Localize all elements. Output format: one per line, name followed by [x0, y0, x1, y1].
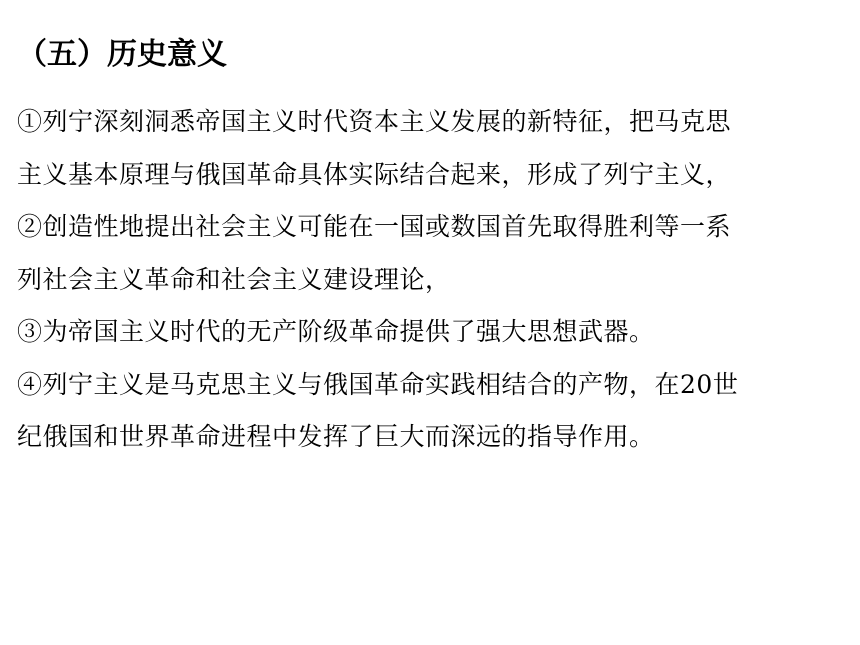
body-line: 纪俄国和世界革命进程中发挥了巨大而深远的指导作用。: [17, 422, 655, 451]
body-line: 列社会主义革命和社会主义建设理论，: [17, 264, 451, 294]
slide-body: [17, 96, 852, 464]
body-line: ④列宁主义是马克思主义与俄国革命实践相结合的产物，在20世: [17, 369, 739, 399]
body-line: ①列宁深刻洞悉帝国主义时代资本主义发展的新特征，把马克思: [17, 107, 732, 136]
slide-title: （五）历史意义: [17, 37, 227, 72]
body-line: ③为帝国主义时代的无产阶级革命提供了强大思想武器。: [17, 317, 655, 346]
body-line: 主义基本原理与俄国革命具体实际结合起来，形成了列宁主义，: [17, 159, 732, 189]
body-line: ②创造性地提出社会主义可能在一国或数国首先取得胜利等一系: [17, 212, 732, 241]
